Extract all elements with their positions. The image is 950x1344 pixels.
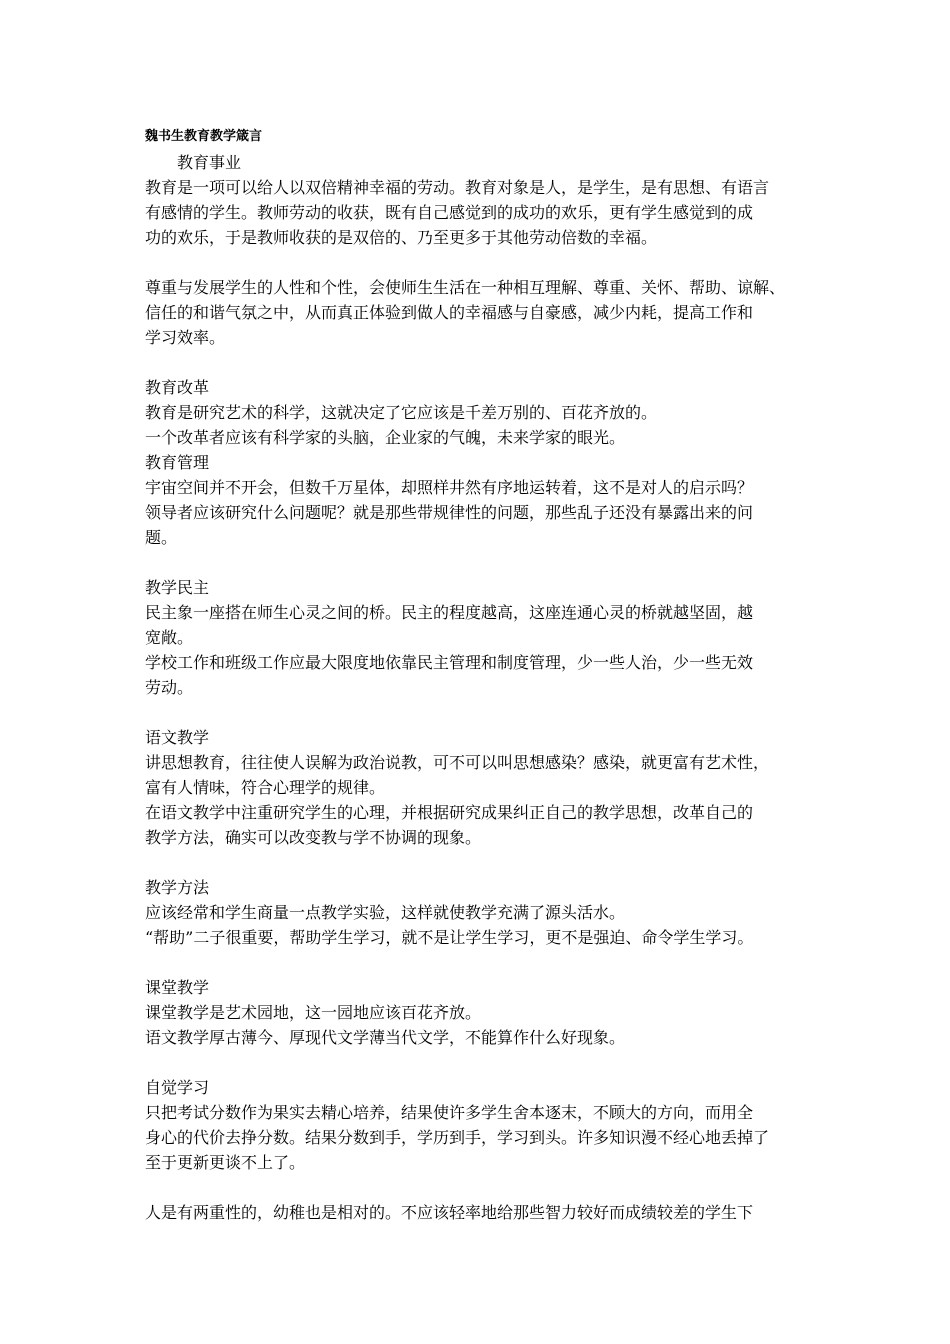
paragraph-line: 宇宙空间并不开会，但数千万星体，却照样井然有序地运转着，这不是对人的启示吗？ xyxy=(145,478,754,497)
paragraph-line: 尊重与发展学生的人性和个性，会使师生生活在一种相互理解、尊重、关怀、帮助、谅解、 xyxy=(145,278,786,297)
paragraph-line: 宽敞。 xyxy=(145,628,194,647)
paragraph-line: 应该经常和学生商量一点教学实验，这样就使教学充满了源头活水。 xyxy=(145,903,626,922)
paragraph-line: 在语文教学中注重研究学生的心理，并根据研究成果纠正自己的教学思想，改革自己的 xyxy=(145,803,754,822)
paragraph-line: 教育是一项可以给人以双倍精神幸福的劳动。教育对象是人，是学生，是有思想、有语言 xyxy=(145,178,770,197)
blank-line xyxy=(145,250,810,275)
blank-line xyxy=(145,350,810,375)
section-heading-classroom-teaching: 课堂教学 xyxy=(145,978,210,997)
paragraph-line: 教育是研究艺术的科学，这就决定了它应该是千差万别的、百花齐放的。 xyxy=(145,403,658,422)
section-heading-education-reform: 教育改革 xyxy=(145,378,210,397)
paragraph-line: 劳动。 xyxy=(145,678,194,697)
paragraph-line: 人是有两重性的，幼稚也是相对的。不应该轻率地给那些智力较好而成绩较差的学生下 xyxy=(145,1203,754,1222)
paragraph-line: 至于更新更谈不上了。 xyxy=(145,1153,306,1172)
paragraph-line: 讲思想教育，往往使人误解为政治说教，可不可以叫思想感染？感染，就更富有艺术性， xyxy=(145,753,770,772)
blank-line xyxy=(145,700,810,725)
section-heading-teaching-democracy: 教学民主 xyxy=(145,578,210,597)
document-page xyxy=(145,124,810,1225)
blank-line xyxy=(145,1175,810,1200)
paragraph-line: 功的欢乐，于是教师收获的是双倍的、乃至更多于其他劳动倍数的幸福。 xyxy=(145,228,658,247)
paragraph-line: “帮助”二子很重要，帮助学生学习，就不是让学生学习，更不是强迫、命令学生学习。 xyxy=(145,928,754,947)
blank-line xyxy=(145,950,810,975)
blank-line xyxy=(145,550,810,575)
section-heading-education-career: 教育事业 xyxy=(177,153,242,172)
section-heading-teaching-methods: 教学方法 xyxy=(145,878,210,897)
paragraph-line: 学校工作和班级工作应最大限度地依靠民主管理和制度管理，少一些人治，少一些无效 xyxy=(145,653,754,672)
section-heading-education-management: 教育管理 xyxy=(145,453,210,472)
paragraph-line: 信任的和谐气氛之中，从而真正体验到做人的幸福感与自豪感，减少内耗，提高工作和 xyxy=(145,303,754,322)
paragraph-line: 民主象一座搭在师生心灵之间的桥。民主的程度越高，这座连通心灵的桥就越坚固，越 xyxy=(145,603,754,622)
paragraph-line: 身心的代价去挣分数。结果分数到手，学历到手，学习到头。许多知识漫不经心地丢掉了 xyxy=(145,1128,770,1147)
paragraph-line: 学习效率。 xyxy=(145,328,226,347)
paragraph-line: 教学方法，确实可以改变教与学不协调的现象。 xyxy=(145,828,482,847)
section-heading-self-study: 自觉学习 xyxy=(145,1078,210,1097)
paragraph-line: 只把考试分数作为果实去精心培养，结果使许多学生舍本逐末，不顾大的方向，而用全 xyxy=(145,1103,754,1122)
document-title: 魏书生教育教学箴言 xyxy=(145,129,263,144)
paragraph-line: 题。 xyxy=(145,528,178,547)
paragraph-line: 课堂教学是艺术园地，这一园地应该百花齐放。 xyxy=(145,1003,482,1022)
paragraph-line: 领导者应该研究什么问题呢？就是那些带规律性的问题，那些乱子还没有暴露出来的问 xyxy=(145,503,754,522)
paragraph-line: 有感情的学生。教师劳动的收获，既有自己感觉到的成功的欢乐，更有学生感觉到的成 xyxy=(145,203,754,222)
section-heading-chinese-teaching: 语文教学 xyxy=(145,728,210,747)
blank-line xyxy=(145,850,810,875)
paragraph-line: 语文教学厚古薄今、厚现代文学薄当代文学，不能算作什么好现象。 xyxy=(145,1028,626,1047)
paragraph-line: 一个改革者应该有科学家的头脑，企业家的气魄，未来学家的眼光。 xyxy=(145,428,626,447)
blank-line xyxy=(145,1050,810,1075)
paragraph-line: 富有人情味，符合心理学的规律。 xyxy=(145,778,386,797)
